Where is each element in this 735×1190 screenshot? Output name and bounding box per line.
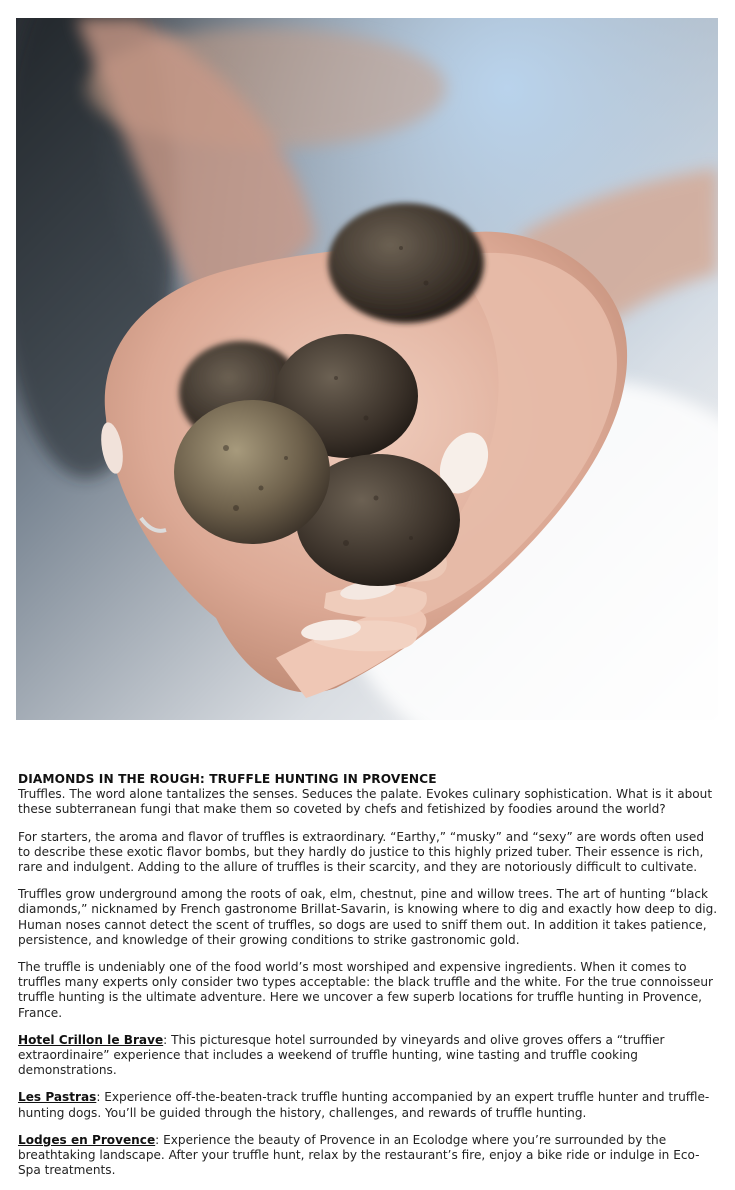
venue-hotel-crillon	[18, 1033, 718, 1079]
venue-les-pastras	[18, 1090, 718, 1120]
venue-colon: :	[96, 1090, 101, 1105]
connoisseur-paragraph: The truffle is undeniably one of the food world’s most worshiped and expensive ingredients. When it comes to truffles many experts only consider two types acceptable: the black truffle and the white. For the true connoisseur truffle hunting is the ultimate adventure. Here we uncover a few superb locations for truffle hunting in Provence, France.	[18, 960, 714, 1020]
truffles-in-hands-illustration	[16, 18, 718, 720]
venue-colon: :	[155, 1132, 160, 1147]
venue-colon: :	[163, 1032, 168, 1047]
venue-description: Experience the beauty of Provence in an Ecolodge where you’re surrounded by the breathtaking landscape. After your truffle hunt, relax by the restaurant’s fire, enjoy a bike ride or indulge in Eco-Spa treatments.	[18, 1132, 700, 1178]
lodges-en-provence-link[interactable]: Lodges en Provence	[18, 1132, 156, 1147]
aroma-paragraph: For starters, the aroma and flavor of truffles is extraordinary. “Earthy,” “musky” and “sexy” are words often used to describe these exotic flavor bombs, but they hardly do justice to this highly prized tuber. Their essence is rich, rare and indulgent. Adding to the allure of truffles is their scarcity, and they are notoriously difficult to cultivate.	[18, 829, 705, 875]
intro-paragraph: Truffles. The word alone tantalizes the senses. Seduces the palate. Evokes culinary sophistication. What is it about these subterranean fungi that make them so coveted by chefs and fetishized by foodies around the world?	[18, 787, 713, 817]
hotel-crillon-link[interactable]: Hotel Crillon le Brave	[18, 1032, 164, 1047]
les-pastras-link[interactable]: Les Pastras	[18, 1090, 97, 1105]
hero-photo	[16, 18, 718, 720]
venue-lodges-en-provence	[18, 1133, 718, 1179]
article-title: DIAMONDS IN THE ROUGH: TRUFFLE HUNTING IN PROVENCE	[18, 772, 437, 786]
article-body	[18, 772, 718, 1190]
venue-description: This picturesque hotel surrounded by vineyards and olive groves offers a “truffier extraordinaire” experience that includes a weekend of truffle hunting, wine tasting and truffle cooking demonstrations.	[18, 1032, 665, 1078]
hunting-paragraph: Truffles grow underground among the roots of oak, elm, chestnut, pine and willow trees. The art of hunting “black diamonds,” nicknamed by French gastronome Brillat-Savarin, is knowing where to dig and exactly how deep to dig. Human noses cannot detect the scent of truffles, so dogs are used to sniff them out. In addition it takes patience, persistence, and knowledge of their growing conditions to strike gastronomic gold.	[18, 887, 718, 947]
venue-description: Experience off-the-beaten-track truffle hunting accompanied by an expert truffle hunter and truffle-hunting dogs. You’ll be guided through the history, challenges, and rewards of truffle hunting.	[18, 1090, 710, 1120]
